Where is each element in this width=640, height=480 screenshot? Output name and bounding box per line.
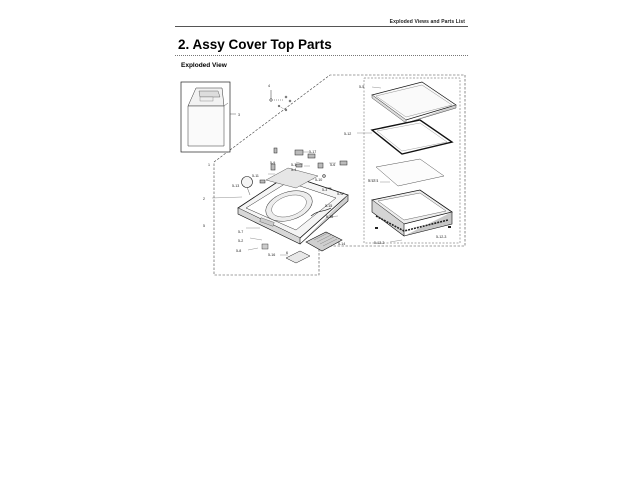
washer-thumbnail: [181, 82, 230, 152]
lid-frame: [372, 120, 452, 154]
callout-8: 5-2: [238, 239, 244, 243]
callout-23: 5-17: [309, 150, 317, 154]
running-header: Exploded Views and Parts List: [389, 19, 465, 25]
lid-glass-top: [372, 82, 456, 123]
section-title: 2. Assy Cover Top Parts: [178, 37, 332, 52]
callout-14: 5-8: [236, 249, 242, 253]
callout-27: 5-12-2: [374, 241, 385, 245]
callout-2: 2: [203, 197, 205, 201]
exploded-view-diagram: [176, 70, 468, 280]
title-rule: [175, 55, 468, 56]
callout-26: 5-12-1: [368, 179, 379, 183]
callout-28: 5-12-3: [436, 235, 447, 239]
callout-18: 5-12: [344, 132, 352, 136]
header-rule: [175, 26, 468, 27]
callout-10: 5-4: [291, 168, 297, 172]
callout-5: 5: [203, 224, 205, 228]
filter-ball: [242, 177, 253, 196]
screw-set: [270, 90, 291, 111]
callout-20: 5-14: [338, 242, 346, 246]
callout-6: 6: [286, 251, 288, 255]
callout-22: 5-16: [268, 253, 276, 257]
lid-bottom-frame: [372, 190, 452, 236]
callout-15: 5-9: [270, 161, 276, 165]
callout-4: 4: [268, 84, 270, 88]
display-panel: [286, 251, 310, 263]
callout-17: 5-11: [252, 174, 259, 178]
callout-24: 5-18: [326, 215, 334, 219]
callout-3: 3: [238, 113, 240, 117]
callout-19: 5-13: [232, 184, 240, 188]
callout-16: 5-10: [315, 178, 323, 182]
callout-7: 5-1: [291, 163, 297, 167]
callout-12: 5-6: [330, 163, 336, 167]
callout-13: 5-7: [238, 230, 244, 234]
control-pcb: [306, 232, 342, 251]
panel-knob: [262, 244, 268, 249]
callout-9: 5-3: [322, 188, 328, 192]
callout-11: 5-5: [359, 85, 365, 89]
callout-1: 1: [208, 163, 210, 167]
section-subtitle: Exploded View: [181, 62, 227, 69]
callout-25: 5-W: [337, 192, 344, 196]
callout-21: 5-15: [325, 204, 333, 208]
